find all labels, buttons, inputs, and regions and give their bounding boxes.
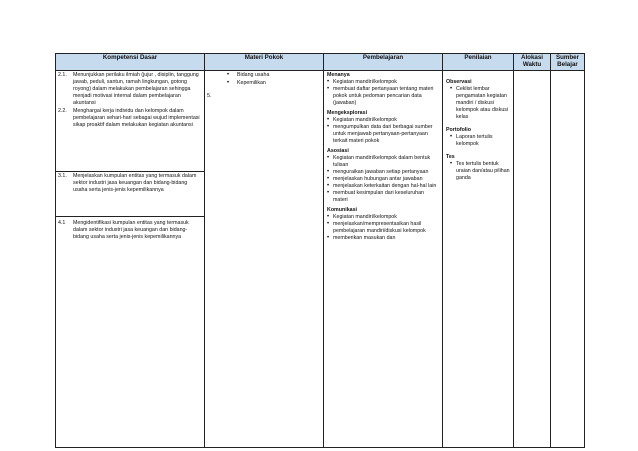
section-title: Asosiasi (327, 148, 349, 154)
section-title: Menanya (327, 72, 350, 78)
kd-text: Menghargai kerja individu dan kelompok dalam pembelajaran sehari-hari sebagai wujud implementasi sikap proaktif dalam melakukan kegiatan akuntansi (73, 108, 200, 128)
section-title: Komunikasi (327, 207, 358, 213)
list-item: • menguraikan jawaban setiap pertanyaan (327, 169, 440, 176)
section-asosiasi (324, 148, 442, 204)
list-item: • Kegiatan mandiri/kelompok (327, 117, 440, 124)
sumber-belajar-cell (551, 71, 585, 448)
section-list (446, 134, 511, 148)
list-item: • Kegiatan mandiri/kelompok (327, 79, 440, 86)
section-title: Mengeksplorasi (327, 110, 368, 116)
section-menanya (324, 72, 442, 107)
kd-item (56, 172, 204, 194)
section-list (327, 155, 440, 204)
section-list (327, 79, 440, 107)
materi-number: 5. (207, 93, 212, 99)
list-item: • Kegiatan mandiri/kelompok dalam bentuk tulisan (327, 155, 440, 169)
penilaian-cell (443, 71, 514, 448)
kd-number: 3.1. (58, 173, 67, 179)
section-list (327, 214, 440, 242)
materi-item: • Kepemilikan (219, 80, 269, 87)
materi-list (219, 72, 269, 100)
list-item: • Ceklist lembar pengamatan kegiatan mandiri / diskusi kelompok atau diskusi kelas (446, 86, 511, 121)
content-row (56, 71, 585, 448)
section-list (446, 161, 511, 182)
header-sumber-belajar: Sumber Belajar (551, 54, 585, 71)
kd-group-sikap (56, 71, 204, 171)
kd-item (56, 71, 204, 107)
alokasi-waktu-cell (514, 71, 551, 448)
header-kompetensi-dasar: Kompetensi Dasar (56, 54, 205, 71)
section-komunikasi (324, 207, 442, 242)
list-item: • Laporan tertulis kelompok (446, 134, 511, 148)
penilaian-content (443, 71, 513, 182)
section-title: Portofolio (446, 127, 472, 133)
kd-item (56, 107, 204, 129)
header-row (56, 54, 585, 71)
list-item: • membuat kesimpulan dari keseluruhan materi (327, 190, 440, 204)
kd-item (56, 219, 204, 241)
materi-item: • Bidang usaha (219, 72, 269, 79)
list-item: • mengumpulkan data dari berbagai sumber untuk menjawab pertanyaan-pertanyaan terkait materi pokok (327, 124, 440, 145)
kd-group-pengetahuan (56, 171, 204, 216)
kompetensi-dasar-cell (56, 71, 205, 448)
list-item: • menjelaskan keterkaitan dengan hal-hal lain (327, 183, 440, 190)
pembelajaran-cell (324, 71, 443, 448)
kd-text: Menunjukkan perilaku ilmiah (jujur , disiplin, tanggung jawab, peduli, santun, ramah lingkungan, gotong royong) dalam melakukan pembelajaran sehingga menjadi motivasi internal dalam pembelajaran akuntansi (73, 72, 199, 106)
list-item: • membuat daftar pertanyaan tentang materi pokok untuk pedoman pencarian data (jawaban) (327, 86, 440, 107)
kd-group-keterampilan (56, 216, 204, 241)
kd-number: 4.1 (58, 220, 66, 226)
section-list (446, 86, 511, 121)
kd-number: 2.1. (58, 72, 67, 78)
list-item: • memberikan masukan dan (327, 235, 440, 242)
header-materi-pokok: Materi Pokok (205, 54, 324, 71)
list-item: • menjelaskan/mempresentasikan hasil pembelajaran mandiri/diskusi kelompok (327, 221, 440, 235)
header-alokasi-waktu: Alokasi Waktu (514, 54, 551, 71)
list-item: • Kegiatan mandiri/kelompok (327, 214, 440, 221)
list-item: • Tes tertulis bentuk uraian dan/atau pilihan ganda (446, 161, 511, 182)
section-title: Observasi (446, 79, 472, 85)
section-mengeksplorasi (324, 110, 442, 145)
header-pembelajaran: Pembelajaran (324, 54, 443, 71)
silabus-table (55, 53, 585, 448)
kd-text: Menjelaskan kumpulan entitas yang termasuk dalam sektor industri jasa keuangan dan bidang-bidang usaha serta jenis-jenis kepemilikannya (73, 173, 197, 193)
kd-text: Mengidentifikasi kumpulan entitas yang termasuk dalam sektor industri jasa keuangan dan bidang-bidang usaha serta jenis-jenis kepemilikannya (73, 220, 189, 240)
header-penilaian: Penilaian (443, 54, 514, 71)
kd-number: 2.2. (58, 108, 67, 114)
materi-pokok-cell (205, 71, 324, 448)
list-item: • menjelaskan hubungan antar jawaban (327, 176, 440, 183)
section-list (327, 117, 440, 145)
materi-pokok-content (205, 71, 323, 100)
section-title: Tes (446, 154, 455, 160)
